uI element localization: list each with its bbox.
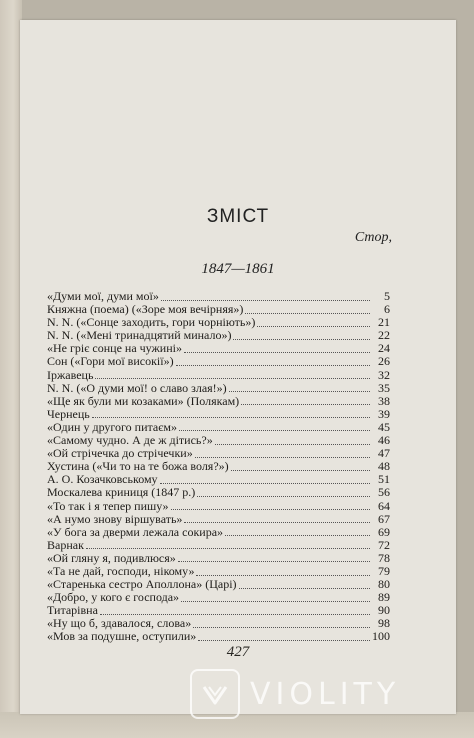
toc-entry-title: Титарівна <box>47 604 98 618</box>
dot-leader <box>198 639 370 641</box>
toc-entry <box>47 369 390 382</box>
dot-leader <box>176 364 370 366</box>
toc-entry-title: Княжна (поема) («Зоре моя вечірняя») <box>47 303 244 317</box>
toc-entry-title: «Один у другого питаєм» <box>47 420 177 434</box>
dot-leader <box>100 613 370 615</box>
toc-entry-page: 72 <box>378 538 390 552</box>
toc-entry-page: 98 <box>378 617 390 631</box>
dot-leader <box>193 626 370 628</box>
toc-entry <box>47 513 390 526</box>
toc-entry-title: «Та не дай, господи, нікому» <box>47 564 195 578</box>
toc-entry <box>47 539 390 552</box>
toc-entry-page: 24 <box>378 342 390 356</box>
period-heading: 1847—1861 <box>201 261 275 277</box>
page-number: 427 <box>226 644 250 660</box>
toc-entry <box>47 395 390 408</box>
dot-leader <box>229 390 370 392</box>
toc-entry-page: 46 <box>378 434 390 448</box>
toc-entry <box>47 303 390 316</box>
toc-entry <box>47 617 390 630</box>
toc-entry-page: 32 <box>378 368 390 382</box>
toc-entry <box>47 408 390 421</box>
dot-leader <box>245 312 370 314</box>
toc-entry <box>47 290 390 303</box>
dot-leader <box>92 416 370 418</box>
dot-leader <box>231 469 370 471</box>
toc-entry <box>47 382 390 395</box>
toc-entry <box>47 486 390 499</box>
dot-leader <box>86 547 370 549</box>
toc-entry-page: 38 <box>378 394 390 408</box>
toc-entry-title: «У бога за дверми лежала сокира» <box>47 525 224 539</box>
violity-logo-icon <box>190 669 240 719</box>
dot-leader <box>178 560 370 562</box>
book-cover-edge <box>0 0 22 738</box>
dot-leader <box>215 443 370 445</box>
toc-entry <box>47 630 390 643</box>
toc-entry <box>47 316 390 329</box>
toc-entry-page: 21 <box>378 316 390 330</box>
dot-leader <box>184 351 370 353</box>
toc-entry-title: «Старенька сестро Аполлона» (Царі) <box>47 578 237 592</box>
toc-entry-page: 5 <box>384 290 390 303</box>
dot-leader <box>160 482 370 484</box>
dot-leader <box>179 429 370 431</box>
toc-entry-title: N. N. («О думи мої! о славо злая!») <box>47 381 227 395</box>
dot-leader <box>257 325 370 327</box>
toc-entry <box>47 355 390 368</box>
dot-leader <box>225 534 370 536</box>
toc-entry <box>47 591 390 604</box>
toc-entry-page: 69 <box>378 525 390 539</box>
toc-entry-page: 48 <box>378 460 390 474</box>
toc-entry <box>47 552 390 565</box>
toc-entry-title: Сон («Гори мої високії») <box>47 355 174 369</box>
dot-leader <box>197 495 370 497</box>
toc-entry-page: 80 <box>378 578 390 592</box>
table-of-contents <box>47 290 390 644</box>
toc-entry <box>47 342 390 355</box>
toc-entry-title: «Самому чудно. А де ж дітись?» <box>47 434 213 448</box>
dot-leader <box>161 299 370 301</box>
toc-entry <box>47 447 390 460</box>
toc-entry-page: 51 <box>378 473 390 487</box>
toc-entry-page: 6 <box>384 303 390 317</box>
toc-entry <box>47 329 390 342</box>
dot-leader <box>95 377 370 379</box>
toc-entry-page: 26 <box>378 355 390 369</box>
toc-entry <box>47 421 390 434</box>
toc-entry <box>47 434 390 447</box>
watermark <box>190 666 452 722</box>
toc-entry-title: N. N. («Сонце заходить, гори чорніють») <box>47 316 256 330</box>
toc-entry-title: N. N. («Мені тринадцятий минало») <box>47 329 232 343</box>
page-title: ЗМІСТ <box>206 206 270 227</box>
logo-check-icon <box>201 681 229 707</box>
toc-entry-title: «А нумо знову віршувать» <box>47 512 183 526</box>
toc-entry-page: 47 <box>378 447 390 461</box>
toc-entry-title: «Думи мої, думи мої» <box>47 290 159 303</box>
toc-entry-title: «Ой стрічечка до стрічечки» <box>47 447 193 461</box>
toc-entry-title: «То так і я тепер пишу» <box>47 499 169 513</box>
dot-leader <box>241 403 370 405</box>
dot-leader <box>239 587 370 589</box>
toc-entry <box>47 460 390 473</box>
dot-leader <box>171 508 370 510</box>
toc-entry <box>47 604 390 617</box>
toc-entry-title: Варнак <box>47 538 84 552</box>
toc-entry-page: 79 <box>378 564 390 578</box>
toc-entry-title: Чернець <box>47 407 90 421</box>
dot-leader <box>184 521 370 523</box>
toc-entry-title: «Не гріє сонце на чужині» <box>47 342 182 356</box>
toc-entry-page: 64 <box>378 499 390 513</box>
book-page <box>20 20 456 714</box>
toc-entry-title: Москалева криниця (1847 р.) <box>47 486 196 500</box>
toc-entry-title: «Ну що б, здавалося, слова» <box>47 617 192 631</box>
watermark-text: VIOLITY <box>250 676 401 712</box>
toc-entry-page: 78 <box>378 551 390 565</box>
toc-entry-title: «Ой гляну я, подивлюся» <box>47 551 176 565</box>
toc-entry-title: «Добро, у кого є господа» <box>47 591 180 605</box>
toc-entry <box>47 565 390 578</box>
toc-entry-page: 90 <box>378 604 390 618</box>
toc-entry-page: 35 <box>378 381 390 395</box>
dot-leader <box>196 574 370 576</box>
toc-entry-page: 89 <box>378 591 390 605</box>
dot-leader <box>181 600 370 602</box>
toc-entry <box>47 500 390 513</box>
toc-entry-page: 100 <box>372 630 390 644</box>
toc-entry-page: 56 <box>378 486 390 500</box>
dot-leader <box>233 338 370 340</box>
toc-entry-title: «Ще як були ми козаками» (Полякам) <box>47 394 240 408</box>
page-column-label: Стор, <box>354 230 392 245</box>
dot-leader <box>195 456 370 458</box>
toc-entry <box>47 578 390 591</box>
toc-entry <box>47 526 390 539</box>
toc-entry-page: 67 <box>378 512 390 526</box>
toc-entry-title: Хустина («Чи то на те божа воля?») <box>47 460 229 474</box>
toc-entry-title: А. О. Козачковському <box>47 473 158 487</box>
toc-entry-page: 39 <box>378 407 390 421</box>
toc-entry-title: «Мов за подушне, оступили» <box>47 630 197 644</box>
toc-entry-title: Іржавець <box>47 368 94 382</box>
toc-entry-page: 22 <box>378 329 390 343</box>
toc-entry <box>47 473 390 486</box>
toc-entry-page: 45 <box>378 420 390 434</box>
